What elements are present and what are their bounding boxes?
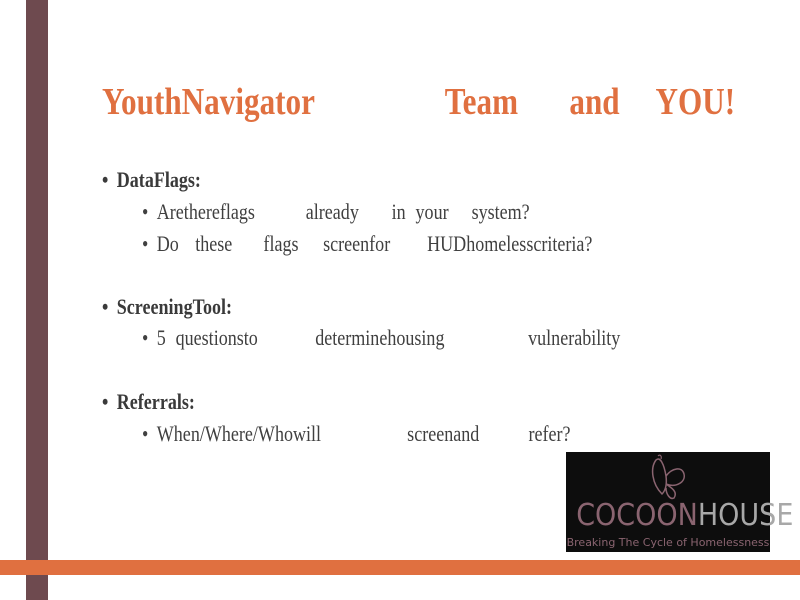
bullet-icon: •: [102, 294, 109, 319]
bottom-accent-bar: [0, 560, 800, 575]
list-item: • 5 questionsto determinehousing vulnerability: [142, 325, 621, 350]
list-item: • When/Where/Whowill screenand refer?: [142, 421, 571, 446]
butterfly-icon: [648, 454, 688, 500]
title-word: YOU!: [655, 81, 736, 123]
cocoon-house-logo: [566, 452, 794, 552]
bullet-icon: •: [142, 231, 149, 256]
bullet-icon: •: [142, 325, 149, 350]
title-word: and: [569, 81, 620, 123]
title-word: Team: [444, 81, 519, 123]
section-heading: • Referrals:: [102, 389, 195, 414]
logo-brand-text: COCOONHOUSE: [576, 498, 794, 533]
logo-tagline: Breaking The Cycle of Homelessness: [566, 536, 770, 549]
list-item: • Do these flags screenfor HUDhomelesscriteria?: [142, 231, 593, 256]
section-heading: • DataFlags:: [102, 167, 201, 192]
title-word: YouthNavigator: [102, 81, 315, 123]
bullet-icon: •: [102, 167, 109, 192]
bullet-icon: •: [102, 389, 109, 414]
bullet-icon: •: [142, 421, 149, 446]
bullet-icon: •: [142, 199, 149, 224]
list-item: • Arethereflags already in your system?: [142, 199, 530, 224]
section-heading: • ScreeningTool:: [102, 294, 233, 319]
